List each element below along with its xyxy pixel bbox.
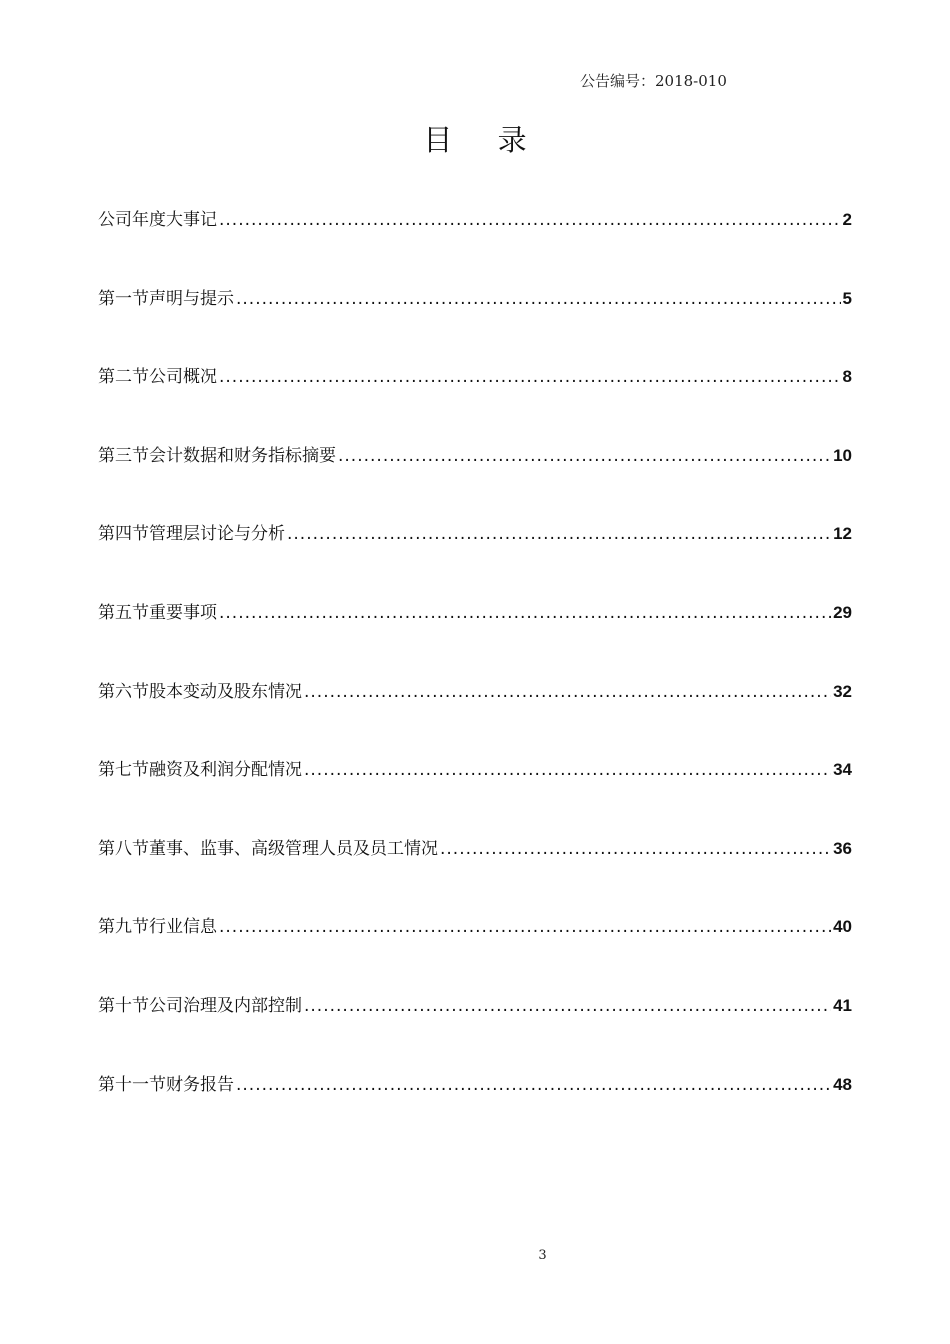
toc-entry-page: 2 — [842, 210, 852, 229]
toc-entry-section-1[interactable] — [98, 284, 852, 363]
page-number: 3 — [538, 1248, 547, 1263]
notice-number: 公告编号：2018-010 — [580, 72, 727, 90]
toc-entry-section: 第五节 — [98, 602, 149, 623]
toc-entry-page: 5 — [842, 288, 852, 308]
dot-leader — [236, 1075, 831, 1095]
toc-entry-section-6[interactable] — [98, 677, 852, 756]
toc-entry-section: 第二节 — [98, 367, 149, 388]
dot-leader — [219, 917, 831, 937]
toc-entry-section: 第一节 — [98, 288, 149, 309]
page-title: 目 录 — [423, 123, 545, 157]
dot-leader — [219, 367, 841, 387]
toc-entry-page: 29 — [833, 602, 852, 622]
toc-entry-section-3[interactable] — [98, 441, 852, 520]
toc-entry-section-11[interactable] — [98, 1070, 852, 1149]
toc-entry-title: 管理层讨论与分析 — [149, 524, 285, 545]
toc-entry-title: 公司概况 — [149, 367, 217, 388]
toc-entry-section-2[interactable] — [98, 362, 852, 441]
toc-entry-page: 40 — [833, 917, 852, 937]
dot-leader — [304, 996, 831, 1016]
dot-leader — [304, 760, 831, 780]
toc-entry-page: 34 — [833, 760, 852, 780]
toc-entry-section-9[interactable] — [98, 912, 852, 991]
toc-entry-section: 第九节 — [98, 917, 149, 938]
toc-entry-section: 第四节 — [98, 524, 149, 545]
toc-entry-section: 第十一节 — [98, 1074, 166, 1095]
table-of-contents — [98, 205, 852, 1148]
toc-entry-title: 董事、监事、高级管理人员及员工情况 — [149, 838, 438, 859]
toc-entry-page: 8 — [842, 367, 852, 387]
dot-leader — [338, 446, 831, 466]
dot-leader — [440, 839, 831, 859]
toc-entry-page: 12 — [833, 524, 852, 544]
toc-entry-title: 声明与提示 — [149, 288, 234, 309]
dot-leader — [287, 524, 831, 544]
toc-entry-page: 36 — [833, 838, 852, 858]
toc-entry-section-4[interactable] — [98, 519, 852, 598]
toc-entry-page: 10 — [833, 445, 852, 465]
toc-entry-section: 第十节 — [98, 995, 149, 1016]
toc-entry-page: 41 — [833, 995, 852, 1015]
toc-entry-section-10[interactable] — [98, 991, 852, 1070]
toc-entry-yearly-events[interactable] — [98, 205, 852, 284]
toc-entry-page: 32 — [833, 681, 852, 701]
toc-entry-section-5[interactable] — [98, 598, 852, 677]
dot-leader — [219, 210, 841, 230]
toc-entry-section-7[interactable] — [98, 755, 852, 834]
dot-leader — [304, 682, 831, 702]
toc-entry-section: 第三节 — [98, 445, 149, 466]
toc-entry-title: 公司年度大事记 — [98, 210, 217, 230]
toc-entry-section: 第八节 — [98, 838, 149, 859]
toc-entry-title: 融资及利润分配情况 — [149, 760, 302, 781]
toc-entry-title: 股本变动及股东情况 — [149, 681, 302, 702]
toc-entry-section: 第六节 — [98, 681, 149, 702]
toc-entry-section: 第七节 — [98, 760, 149, 781]
toc-entry-title: 会计数据和财务指标摘要 — [149, 445, 336, 466]
toc-entry-title: 重要事项 — [149, 602, 217, 623]
toc-entry-section-8[interactable] — [98, 834, 852, 913]
dot-leader — [236, 289, 841, 309]
toc-entry-title: 财务报告 — [166, 1074, 234, 1095]
toc-entry-title: 行业信息 — [149, 917, 217, 938]
toc-entry-title: 公司治理及内部控制 — [149, 995, 302, 1016]
dot-leader — [219, 603, 831, 623]
toc-entry-page: 48 — [833, 1074, 852, 1094]
